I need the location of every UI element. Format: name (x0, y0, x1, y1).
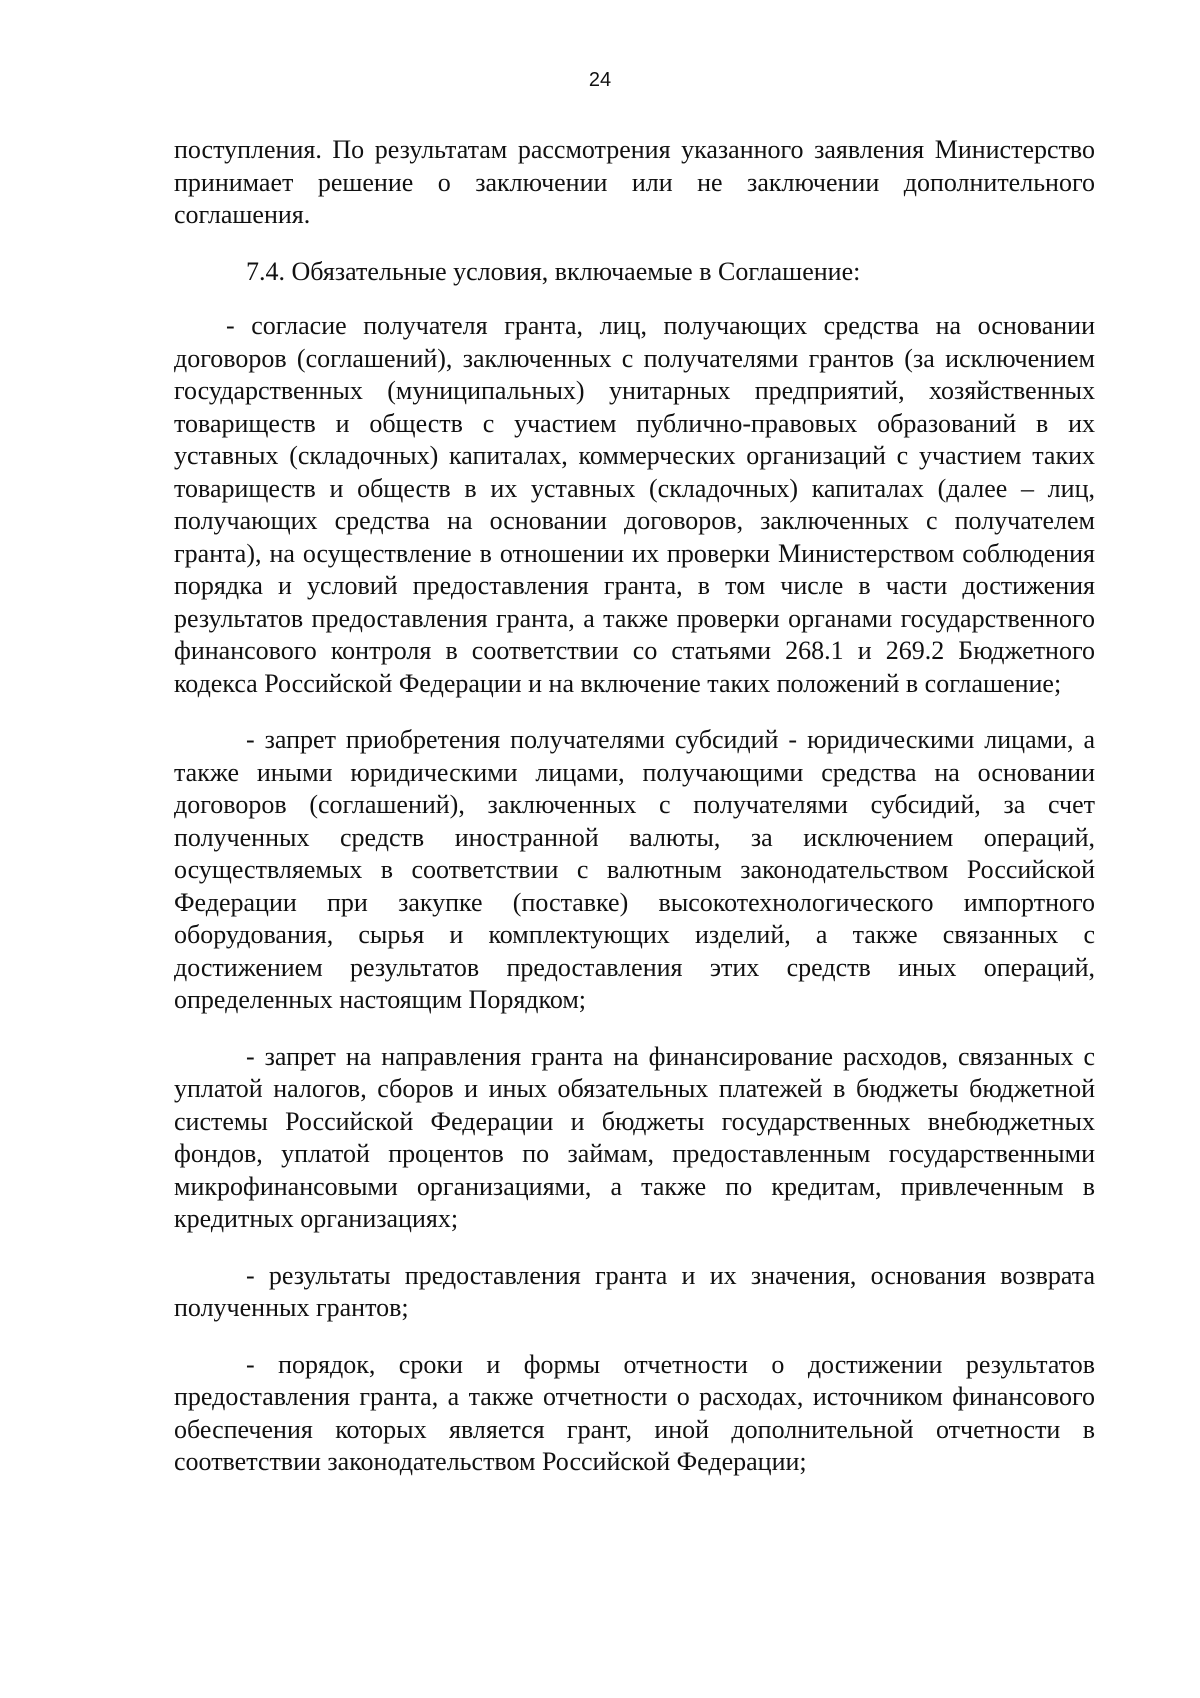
paragraph-consent: - согласие получателя гранта, лиц, получающих средства на основании договоров (соглашений), заключенных с получателями грантов (за исключением государственных (муниципальных) унитарных предприятий, хозяйственных товариществ и обществ с участием публично-правовых образований в их уставных (складочных) капиталах, коммерческих организаций с участием таких товариществ и обществ в их уставных (складочных) капиталах (далее – лиц, получающих средства на основании договоров, заключенных с получателем гранта), на осуществление в отношении их проверки Министерством соблюдения порядка и условий предоставления гранта, в том числе в части достижения результатов предоставления гранта, а также проверки органами государственного финансового контроля в соответствии со статьями 268.1 и 269.2 Бюджетного кодекса Российской Федерации и на включение таких положений в соглашение; (174, 311, 1095, 698)
paragraph-grant-use-ban: - запрет на направления гранта на финансирование расходов, связанных с уплатой налогов, сборов и иных обязательных платежей в бюджеты бюджетной системы Российской Федерации и бюджеты государственных внебюджетных фондов, уплатой процентов по займам, предоставленным государственными микрофинансовыми организациями, а также по кредитам, привлеченным в кредитных организациях; (174, 1041, 1095, 1233)
paragraph-reporting: - порядок, сроки и формы отчетности о достижении результатов предоставления гранта, а также отчетности о расходах, источником финансового обеспечения которых является грант, иной дополнительной отчетности в соответствии законодательством Российской Федерации; (174, 1349, 1095, 1476)
paragraph-results: - результаты предоставления гранта и их значения, основания возврата полученных грантов; (174, 1260, 1095, 1322)
paragraph-continuation: поступления. По результатам рассмотрения указанного заявления Министерство принимает решение о заключении или не заключении дополнительного соглашения. (174, 135, 1095, 229)
paragraph-currency-ban: - запрет приобретения получателями субсидий - юридическими лицами, а также иными юридическими лицами, получающими средства на основании договоров (соглашений), заключенных с получателями субсидий, за счет полученных средств иностранной валюты, за исключением операций, осуществляемых в соответствии с валютным законодательством Российской Федерации при закупке (поставке) высокотехнологического импортного оборудования, сырья и комплектующих изделий, а также связанных с достижением результатов предоставления этих средств иных операций, определенных настоящим Порядком; (174, 725, 1095, 1014)
document-body (174, 134, 1095, 1479)
section-heading-7-4: 7.4. Обязательные условия, включаемые в Соглашение: (246, 256, 861, 286)
page-number: 24 (588, 69, 612, 91)
